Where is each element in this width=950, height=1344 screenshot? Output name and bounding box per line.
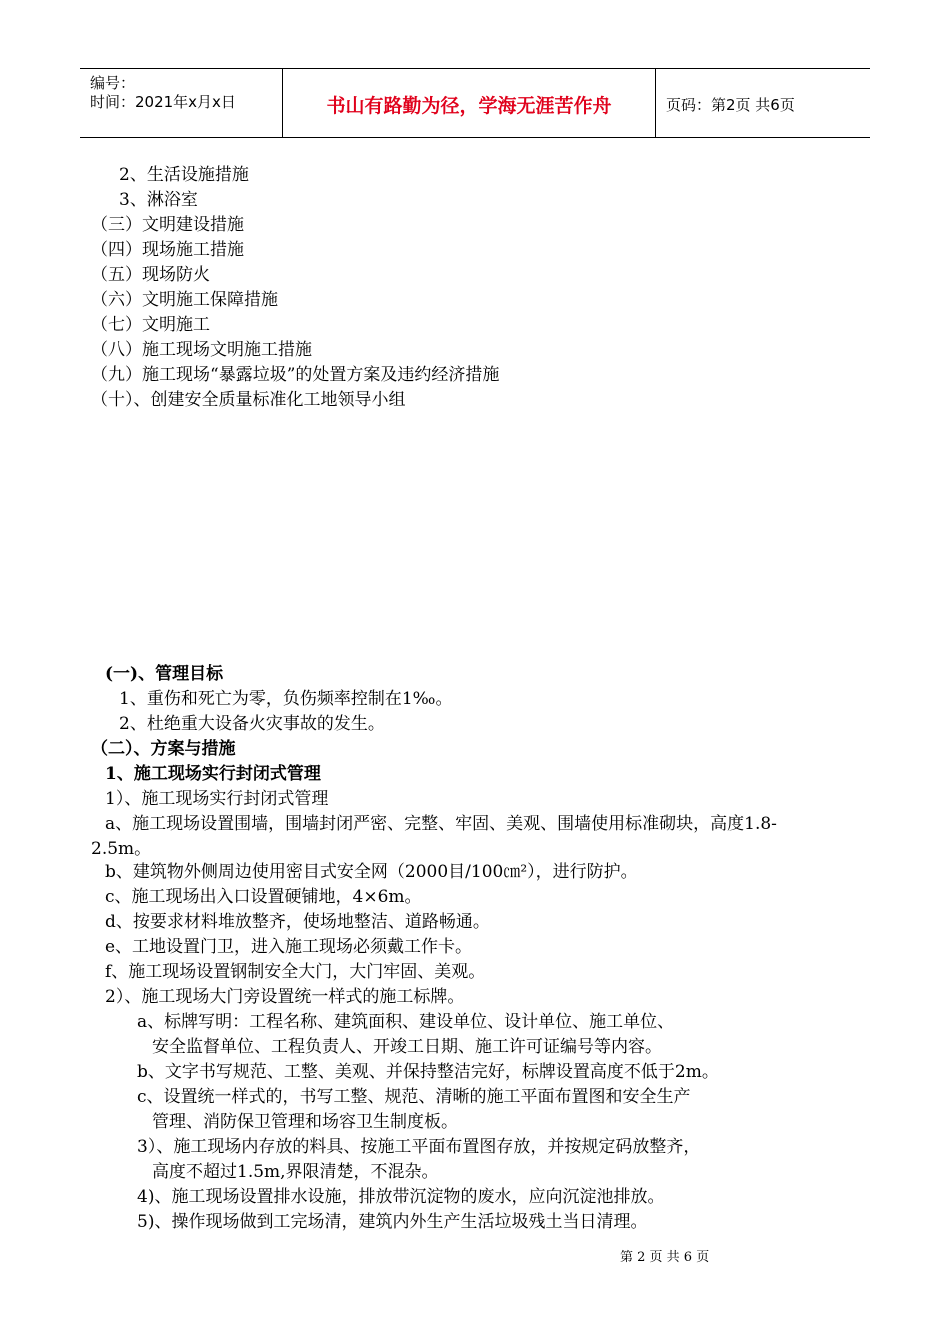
paragraph: 5)、操作现场做到工完场清，建筑内外生产生活垃圾残土当日清理。 <box>137 1212 648 1232</box>
paragraph: 2、杜绝重大设备火灾事故的发生。 <box>119 714 385 734</box>
paragraph: 4)、施工现场设置排水设施，排放带沉淀物的废水，应向沉淀池排放。 <box>137 1187 665 1207</box>
toc-item: （八）施工现场文明施工措施 <box>91 340 312 360</box>
page-footer: 第 2 页 共 6 页 <box>620 1250 710 1265</box>
doc-time-label: 时间：2021年x月x日 <box>90 93 236 111</box>
header-right-cell <box>656 69 870 137</box>
paragraph: 1、重伤和死亡为零，负伤频率控制在1‰。 <box>119 689 453 709</box>
paragraph: e、工地设置门卫，进入施工现场必须戴工作卡。 <box>105 937 473 957</box>
toc-item: 2、生活设施措施 <box>119 165 249 185</box>
toc-item: （七）文明施工 <box>91 315 210 335</box>
paragraph: a、标牌写明：工程名称、建筑面积、建设单位、设计单位、施工单位、 <box>137 1012 675 1032</box>
paragraph: 高度不超过1.5m,界限清楚，不混杂。 <box>152 1162 439 1182</box>
paragraph: b、文字书写规范、工整、美观、并保持整洁完好，标牌设置高度不低于2m。 <box>137 1062 719 1082</box>
subsection-heading: 1、施工现场实行封闭式管理 <box>105 764 321 784</box>
paragraph: d、按要求材料堆放整齐，使场地整洁、道路畅通。 <box>105 912 490 932</box>
toc-item: （十）、创建安全质量标准化工地领导小组 <box>91 390 406 410</box>
toc-item: （四）现场施工措施 <box>91 240 244 260</box>
header-page-info: 页码：第2页 共6页 <box>666 96 795 114</box>
paragraph: f、施工现场设置钢制安全大门，大门牢固、美观。 <box>105 962 486 982</box>
paragraph: 3）、施工现场内存放的料具、按施工平面布置图存放，并按规定码放整齐， <box>137 1137 701 1157</box>
paragraph: 1）、施工现场实行封闭式管理 <box>105 789 329 809</box>
header-motto: 书山有路勤为径，学海无涯苦作舟 <box>326 95 612 117</box>
paragraph: 安全监督单位、工程负责人、开竣工日期、施工许可证编号等内容。 <box>152 1037 662 1057</box>
toc-item: （三）文明建设措施 <box>91 215 244 235</box>
paragraph: c、施工现场出入口设置硬铺地，4×6m。 <box>105 887 422 907</box>
toc-item: （六）文明施工保障措施 <box>91 290 278 310</box>
doc-code-label: 编号： <box>90 74 136 92</box>
paragraph: c、设置统一样式的，书写工整、规范、清晰的施工平面布置图和安全生产 <box>137 1087 691 1107</box>
header-middle-cell <box>282 69 656 137</box>
paragraph: a、施工现场设置围墙，围墙封闭严密、完整、牢固、美观、围墙使用标准砌块，高度1.8- <box>105 814 777 834</box>
toc-item: 3、淋浴室 <box>119 190 198 210</box>
page-header <box>80 68 870 138</box>
paragraph: 2.5m。 <box>91 839 152 859</box>
toc-item: （五）现场防火 <box>91 265 210 285</box>
paragraph: 2）、施工现场大门旁设置统一样式的施工标牌。 <box>105 987 465 1007</box>
section-heading: （二）、方案与措施 <box>91 739 236 759</box>
toc-item: （九）施工现场“暴露垃圾”的处置方案及违约经济措施 <box>91 365 500 385</box>
header-left-cell <box>80 69 282 137</box>
paragraph: 管理、消防保卫管理和场容卫生制度板。 <box>152 1112 458 1132</box>
section-heading: (一)、管理目标 <box>105 664 224 684</box>
paragraph: b、建筑物外侧周边使用密目式安全网（2000目/100㎝²），进行防护。 <box>105 862 638 882</box>
